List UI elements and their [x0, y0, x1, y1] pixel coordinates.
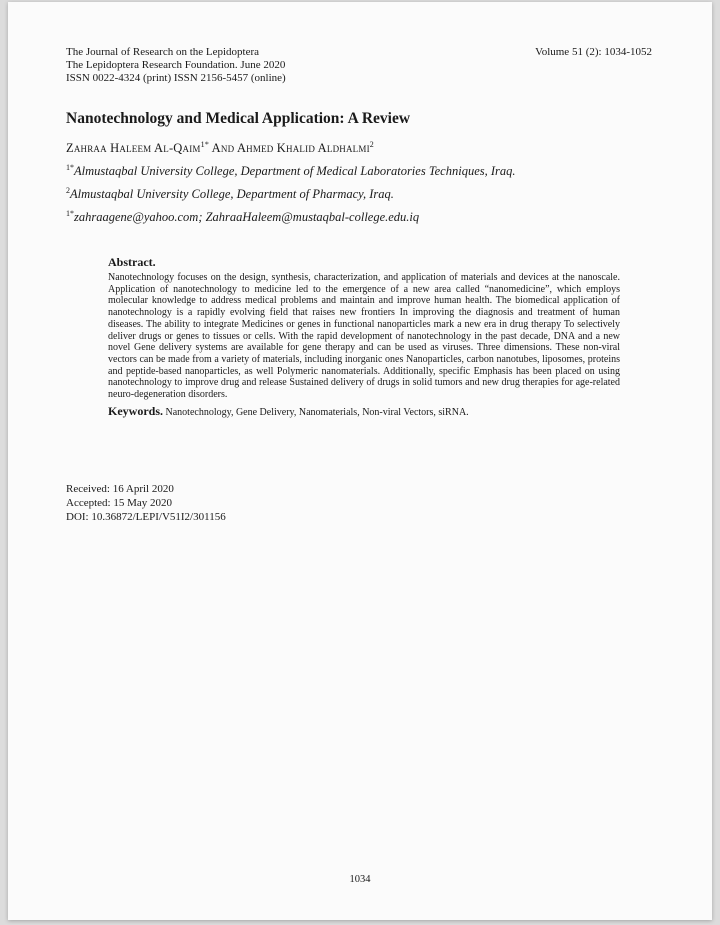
author-1: Zahraa Haleem Al-Qaim — [66, 141, 201, 156]
journal-issn: ISSN 0022-4324 (print) ISSN 2156-5457 (online) — [66, 72, 286, 84]
page-number: 1034 — [349, 874, 371, 885]
affiliation-1-marker: 1* — [66, 163, 74, 172]
doi: DOI: 10.36872/LEPI/V51I2/301156 — [66, 511, 226, 523]
abstract-heading: Abstract. — [108, 255, 156, 269]
contact-emails — [66, 209, 419, 225]
email-marker: 1* — [66, 209, 74, 218]
author-1-marker: 1* — [200, 140, 210, 149]
keywords-line — [108, 404, 620, 419]
journal-header — [66, 46, 286, 85]
author-2-marker: 2 — [369, 140, 374, 149]
journal-name: The Journal of Research on the Lepidoptera — [66, 46, 260, 58]
journal-volume: Volume 51 (2): 1034-1052 — [535, 46, 652, 58]
keywords-text: Nanotechnology, Gene Delivery, Nanomaterials, Non-viral Vectors, siRNA. — [163, 406, 469, 418]
affiliation-2-text: Almustaqbal University College, Department of Pharmacy, Iraq. — [70, 187, 394, 202]
paper-title: Nanotechnology and Medical Application: A Review — [66, 110, 411, 127]
affiliation-1-text: Almustaqbal University College, Department of Medical Laboratories Techniques, Iraq. — [74, 164, 516, 179]
affiliation-2 — [66, 186, 394, 202]
journal-publisher: The Lepidoptera Research Foundation. June 2020 — [66, 59, 286, 71]
accepted-date: Accepted: 15 May 2020 — [66, 497, 172, 509]
affiliation-2-marker: 2 — [66, 186, 70, 195]
abstract-text: Nanotechnology focuses on the design, synthesis, characterization, and application of materials and devices at the nanoscale. Application of nanotechnology to medicine led to the emergence of a new area called “nanomedicine”, which employs molecular knowledge to address medical problems and maintain and improve human health. The biomedical application of nanotechnology is a rapidly evolving field that raises new frontiers In improving the diagnosis and treatment of human diseases. The ability to integrate Medicines or genes in functional nanoparticles mark a new era in drug therapy To selectively deliver drugs or genes to tissues or cells. With the rapid development of nanotechnology in the past decade, DNA and a new novel Gene delivery systems are available for gene therapy and can be used as viruses. Three dimensions. These non-viral vectors can be made from a variety of materials, including inorganic ones Nanoparticles, carbon nanotubes, liposomes, proteins and peptide-based nanoparticles, as well Polymeric nanomaterials. Additionally, specific Emphasis has been placed on using nanotechnology to improve drug and release Sustained delivery of drugs in solid tumors and new drug therapies for age-related neuro-degeneration disorders. — [108, 272, 620, 401]
keywords-label: Keywords. — [108, 403, 163, 418]
email-text: zahraagene@yahoo.com; ZahraaHaleem@mustaqbal-college.edu.iq — [74, 210, 420, 225]
author-connector: And — [209, 141, 237, 156]
abstract-section — [108, 255, 620, 419]
document-page — [8, 2, 712, 920]
publication-dates — [66, 482, 226, 524]
received-date: Received: 16 April 2020 — [66, 483, 174, 495]
author-2: Ahmed Khalid Aldhalmi — [236, 141, 370, 156]
author-line — [66, 140, 374, 156]
affiliation-1 — [66, 163, 516, 179]
